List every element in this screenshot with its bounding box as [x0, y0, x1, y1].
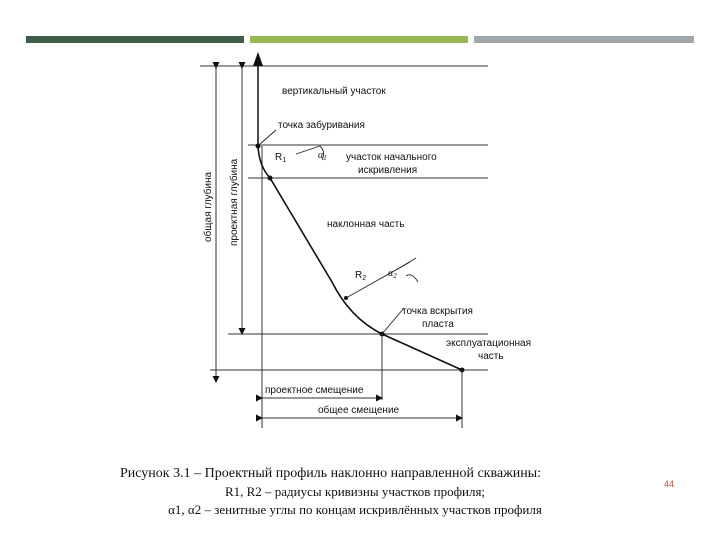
wellhead-arrow [253, 52, 263, 66]
alpha2-label: $\alpha_2$ [388, 268, 397, 280]
caption-radius-note: R1, R2 – радиусы кривизны участков профиля; [224, 484, 486, 499]
alpha1-label: $\alpha_1$ [318, 150, 327, 162]
end-build-point [268, 176, 273, 181]
design-offset-label: проектное смещение [265, 385, 364, 396]
production-section-label-line1: эксплуатационная [446, 338, 531, 349]
inclined-section-label: наклонная часть [327, 219, 405, 230]
production-section-label-line2: часть [478, 351, 504, 362]
r2-label: $R_2$ [355, 270, 367, 282]
build-up-label-line1: участок начального [346, 152, 437, 163]
kickoff-point [256, 144, 261, 149]
build-up-label-line2: искривления [358, 165, 418, 176]
design-depth-label: проектная глубина [229, 158, 240, 246]
figure-caption [120, 466, 590, 518]
kickoff-point-label: точка забуривания [278, 120, 365, 131]
r2-arc-point [344, 296, 348, 300]
vertical-section-label: вертикальный участок [282, 86, 386, 97]
caption-title: Рисунок 3.1 – Проектный профиль наклонно направленной скважины: [120, 466, 542, 481]
well-trajectory [258, 146, 462, 370]
alpha2-reference [396, 258, 416, 270]
alpha2-arc [406, 275, 418, 282]
reservoir-entry-label-line1: точка вскрытия [402, 306, 473, 317]
total-offset-label: общее смещение [318, 405, 400, 416]
page-number: 44 [664, 479, 675, 489]
caption-angle-note: α1, α2 – зенитные углы по концам искривлённых участков профиля [168, 502, 542, 517]
kickoff-leader [260, 130, 276, 144]
r1-label: $R_1$ [275, 152, 287, 164]
total-depth-label: общая глубина [203, 171, 214, 242]
alpha1-reference [296, 146, 320, 154]
entry-leader [382, 308, 404, 334]
reservoir-entry-label-line2: пласта [422, 319, 454, 330]
